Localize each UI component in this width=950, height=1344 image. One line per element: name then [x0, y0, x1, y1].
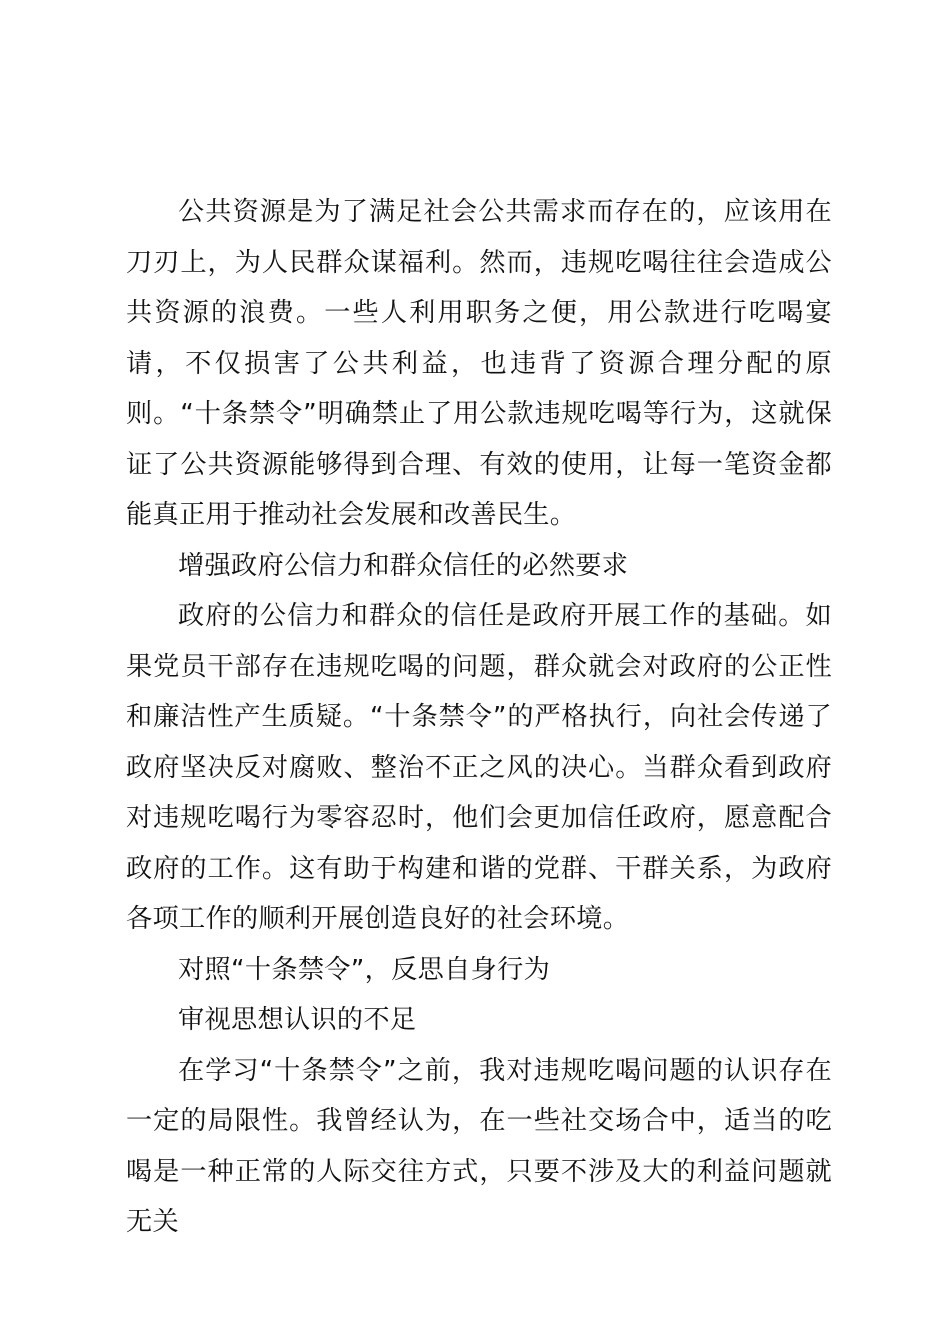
body-paragraph-public-resources: 公共资源是为了满足社会公共需求而存在的，应该用在刀刃上，为人民群众谋福利。然而，违规吃喝往往会造成公共资源的浪费。一些人利用职务之便，用公款进行吃喝宴请，不仅损害了公共利益，也违背了资源合理分配的原则。“十条禁令”明确禁止了用公款违规吃喝等行为，这就保证了公共资源能够得到合理、有效的使用，让每一笔资金都能真正用于推动社会发展和改善民生。 — [126, 197, 832, 530]
section-heading-self-reflection: 对照“十条禁令”，反思自身行为 — [178, 954, 551, 985]
section-heading-thinking-deficiency: 审视思想认识的不足 — [178, 1005, 417, 1035]
document-page — [126, 187, 832, 1248]
body-paragraph-credibility: 政府的公信力和群众的信任是政府开展工作的基础。如果党员干部存在违规吃喝的问题，群众就会对政府的公正性和廉洁性产生质疑。“十条禁令”的严格执行，向社会传递了政府坚决反对腐败、整治不正之风的决心。当群众看到政府对违规吃喝行为零容忍时，他们会更加信任政府，愿意配合政府的工作。这有助于构建和谐的党群、干群关系，为政府各项工作的顺利开展创造良好的社会环境。 — [126, 601, 832, 934]
section-heading-credibility: 增强政府公信力和群众信任的必然要求 — [178, 550, 629, 581]
body-paragraph-before-study: 在学习“十条禁令”之前，我对违规吃喝问题的认识存在一定的局限性。我曾经认为，在一些社交场合中，适当的吃喝是一种正常的人际交往方式，只要不涉及大的利益问题就无关 — [126, 1055, 832, 1237]
